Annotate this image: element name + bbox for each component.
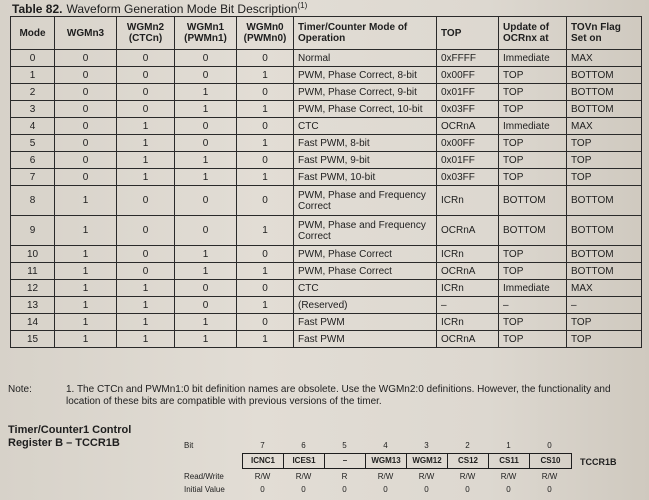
bit-rw: R/W: [377, 472, 394, 481]
cell-operation: (Reserved): [294, 297, 437, 314]
cell-update: Immediate: [499, 280, 567, 297]
column-header-line2: Set on: [571, 33, 602, 44]
cell-wgm3: 1: [55, 246, 117, 263]
table-row: [11, 246, 642, 263]
cell-wgm3: 1: [55, 216, 117, 246]
register-section-title: [8, 424, 131, 450]
cell-wgm3: 0: [55, 135, 117, 152]
register-name: TCCR1B: [580, 457, 617, 467]
cell-operation: PWM, Phase Correct, 9-bit: [294, 84, 437, 101]
cell-update: TOP: [499, 314, 567, 331]
cell-mode: 7: [11, 169, 55, 186]
cell-mode: 11: [11, 263, 55, 280]
bit-number: 6: [301, 441, 306, 450]
cell-operation: PWM, Phase Correct, 8-bit: [294, 67, 437, 84]
cell-operation: PWM, Phase Correct, 10-bit: [294, 101, 437, 118]
bit-initial-value: 0: [260, 485, 265, 494]
cell-top: OCRnA: [437, 263, 499, 280]
cell-wgm1: 1: [175, 84, 237, 101]
cell-wgm1: 1: [175, 263, 237, 280]
cell-wgm2: 0: [117, 67, 175, 84]
cell-operation: CTC: [294, 280, 437, 297]
column-header-line1: Timer/Counter Mode of: [298, 22, 408, 33]
table-row: [11, 216, 642, 246]
operation-line2: Correct: [298, 230, 331, 242]
table-row: [11, 152, 642, 169]
cell-top: OCRnA: [437, 216, 499, 246]
bit-name-cell: ICES1: [284, 454, 325, 468]
bit-number: 2: [465, 441, 470, 450]
column-header-operation: [294, 17, 437, 50]
cell-tov: TOP: [567, 314, 642, 331]
cell-update: Immediate: [499, 118, 567, 135]
table-number: Table 82.: [12, 2, 63, 16]
operation-line1: PWM, Phase and Frequency: [298, 189, 426, 201]
cell-mode: 0: [11, 50, 55, 67]
cell-update: TOP: [499, 135, 567, 152]
cell-update: Immediate: [499, 50, 567, 67]
cell-top: 0x01FF: [437, 84, 499, 101]
cell-top: 0x00FF: [437, 135, 499, 152]
table-title-text: Waveform Generation Mode Bit Description: [66, 2, 298, 16]
cell-wgm1: 0: [175, 67, 237, 84]
cell-wgm0: 1: [237, 297, 294, 314]
cell-wgm0: 1: [237, 263, 294, 280]
table-row: [11, 297, 642, 314]
cell-update: –: [499, 297, 567, 314]
column-header-wgm3: [55, 17, 117, 50]
cell-tov: MAX: [567, 118, 642, 135]
bit-name-cell: WGM13: [366, 454, 407, 468]
cell-mode: 10: [11, 246, 55, 263]
cell-wgm2: 1: [117, 314, 175, 331]
cell-tov: MAX: [567, 280, 642, 297]
column-header-line1: WGMn3: [66, 27, 105, 39]
column-header-line2: (PWMn0): [243, 33, 287, 44]
column-header-wgm2: [117, 17, 175, 50]
cell-top: 0x03FF: [437, 101, 499, 118]
column-header-mode: [11, 17, 55, 50]
cell-wgm0: 1: [237, 331, 294, 348]
cell-tov: –: [567, 297, 642, 314]
init-row-label: Initial Value: [184, 485, 225, 494]
cell-wgm1: 1: [175, 246, 237, 263]
cell-wgm1: 0: [175, 135, 237, 152]
column-header-line1: Mode: [19, 27, 46, 39]
cell-wgm0: 0: [237, 84, 294, 101]
bit-rw: R/W: [459, 472, 476, 481]
cell-update: TOP: [499, 263, 567, 280]
cell-mode: 5: [11, 135, 55, 152]
cell-mode: 12: [11, 280, 55, 297]
cell-wgm3: 1: [55, 331, 117, 348]
cell-wgm3: 0: [55, 169, 117, 186]
table-row: [11, 280, 642, 297]
cell-wgm0: 0: [237, 280, 294, 297]
bit-rw: R/W: [254, 472, 271, 481]
cell-wgm3: 1: [55, 280, 117, 297]
cell-wgm2: 0: [117, 216, 175, 246]
table-row: [11, 314, 642, 331]
cell-update: TOP: [499, 101, 567, 118]
cell-operation: CTC: [294, 118, 437, 135]
column-header-wgm1: [175, 17, 237, 50]
column-header-line1: WGMn0: [246, 22, 284, 33]
bit-rw: R/W: [295, 472, 312, 481]
column-header-tov: [567, 17, 642, 50]
column-header-line2: OCRnx at: [503, 33, 549, 44]
cell-wgm0: 1: [237, 216, 294, 246]
bit-number: 5: [342, 441, 347, 450]
cell-mode: 1: [11, 67, 55, 84]
table-row: [11, 84, 642, 101]
cell-wgm3: 1: [55, 314, 117, 331]
cell-wgm0: 1: [237, 101, 294, 118]
cell-wgm2: 1: [117, 118, 175, 135]
cell-top: OCRnA: [437, 331, 499, 348]
table-header-row: [11, 17, 642, 50]
cell-wgm2: 0: [117, 50, 175, 67]
cell-mode: 9: [11, 216, 55, 246]
cell-tov: BOTTOM: [567, 101, 642, 118]
bit-number: 3: [424, 441, 429, 450]
bit-name-cell: ICNC1: [243, 454, 284, 468]
bit-name-cell: CS10: [540, 456, 561, 465]
cell-tov: BOTTOM: [567, 246, 642, 263]
cell-wgm2: 0: [117, 84, 175, 101]
cell-top: ICRn: [437, 246, 499, 263]
cell-update: TOP: [499, 152, 567, 169]
column-header-update: [499, 17, 567, 50]
cell-top: ICRn: [437, 186, 499, 216]
table-row: [11, 186, 642, 216]
cell-top: –: [437, 297, 499, 314]
cell-operation: [294, 216, 437, 246]
cell-wgm3: 1: [55, 186, 117, 216]
bit-name-cell: CS12: [448, 454, 489, 468]
waveform-mode-table: [10, 16, 642, 348]
cell-wgm3: 0: [55, 50, 117, 67]
table-row: [11, 101, 642, 118]
column-header-line1: WGMn1: [186, 22, 225, 33]
bit-rw: R/W: [418, 472, 435, 481]
cell-wgm0: 0: [237, 50, 294, 67]
bit-initial-value: 0: [301, 485, 306, 494]
bit-initial-value: 0: [383, 485, 388, 494]
cell-wgm3: 1: [55, 297, 117, 314]
table-row: [11, 169, 642, 186]
cell-wgm3: 0: [55, 67, 117, 84]
operation-line2: Correct: [298, 200, 331, 212]
note-label: Note:: [8, 384, 32, 395]
table-row: [11, 50, 642, 67]
column-header-line1: TOVn Flag: [571, 22, 621, 33]
bit-rw: R/W: [541, 472, 558, 481]
bit-initial-value: 0: [465, 485, 470, 494]
bit-initial-value: 0: [506, 485, 511, 494]
cell-wgm3: 0: [55, 152, 117, 169]
cell-mode: 13: [11, 297, 55, 314]
bit-number: 1: [506, 441, 511, 450]
cell-mode: 6: [11, 152, 55, 169]
table-row: [11, 331, 642, 348]
cell-operation: Fast PWM: [294, 314, 437, 331]
cell-tov: TOP: [567, 135, 642, 152]
cell-wgm1: 1: [175, 101, 237, 118]
cell-operation: Normal: [294, 50, 437, 67]
cell-wgm0: 1: [237, 169, 294, 186]
cell-operation: Fast PWM: [294, 331, 437, 348]
cell-wgm2: 0: [117, 101, 175, 118]
bit-initial-value: 0: [342, 485, 347, 494]
cell-mode: 3: [11, 101, 55, 118]
table-body: [11, 50, 642, 348]
cell-update: TOP: [499, 331, 567, 348]
table-title: [12, 1, 307, 16]
cell-top: 0x03FF: [437, 169, 499, 186]
column-header-line2: (PWMn1): [184, 33, 227, 44]
cell-wgm1: 1: [175, 169, 237, 186]
bit-number: 7: [260, 441, 265, 450]
cell-operation: PWM, Phase Correct: [294, 263, 437, 280]
column-header-line1: TOP: [441, 27, 462, 39]
cell-wgm2: 0: [117, 246, 175, 263]
cell-wgm3: 0: [55, 84, 117, 101]
cell-wgm1: 0: [175, 118, 237, 135]
bit-number: 4: [383, 441, 388, 450]
cell-wgm1: 1: [175, 314, 237, 331]
bit-rw: R: [341, 472, 348, 481]
cell-update: BOTTOM: [499, 216, 567, 246]
cell-wgm1: 0: [175, 186, 237, 216]
cell-update: BOTTOM: [499, 186, 567, 216]
cell-update: TOP: [499, 67, 567, 84]
register-title-line2: Register B – TCCR1B: [8, 437, 120, 449]
cell-wgm2: 0: [117, 263, 175, 280]
cell-wgm0: 0: [237, 246, 294, 263]
cell-wgm2: 1: [117, 331, 175, 348]
cell-top: ICRn: [437, 280, 499, 297]
cell-tov: BOTTOM: [567, 263, 642, 280]
table-row: [11, 118, 642, 135]
cell-wgm2: 1: [117, 152, 175, 169]
cell-wgm3: 1: [55, 263, 117, 280]
cell-top: 0x01FF: [437, 152, 499, 169]
cell-wgm2: 1: [117, 169, 175, 186]
table-row: [11, 263, 642, 280]
cell-tov: TOP: [567, 152, 642, 169]
register-title-line1: Timer/Counter1 Control: [8, 424, 132, 436]
cell-top: 0xFFFF: [437, 50, 499, 67]
cell-wgm1: 0: [175, 50, 237, 67]
column-header-top: [437, 17, 499, 50]
cell-tov: MAX: [567, 50, 642, 67]
cell-update: TOP: [499, 84, 567, 101]
cell-wgm1: 1: [175, 152, 237, 169]
bit-rw: R/W: [500, 472, 517, 481]
cell-tov: TOP: [567, 169, 642, 186]
cell-wgm1: 0: [175, 280, 237, 297]
bit-initial-value: 0: [424, 485, 429, 494]
cell-operation: Fast PWM, 10-bit: [294, 169, 437, 186]
cell-wgm1: 0: [175, 216, 237, 246]
column-header-line2: (CTCn): [128, 33, 163, 44]
cell-wgm1: 1: [175, 331, 237, 348]
column-header-line2: Operation: [298, 33, 346, 44]
cell-operation: Fast PWM, 8-bit: [294, 135, 437, 152]
cell-top: OCRnA: [437, 118, 499, 135]
register-bit-box: [242, 453, 572, 469]
table-title-footnote: (1): [297, 1, 308, 10]
cell-wgm2: 0: [117, 186, 175, 216]
note-text: 1. The CTCn and PWMn1:0 bit definition names are obsolete. Use the WGMn2:0 definitions. However, the functionality and location of these bits are compatible with previous versions of the timer.: [66, 384, 611, 407]
cell-tov: TOP: [567, 331, 642, 348]
cell-wgm0: 1: [237, 135, 294, 152]
cell-tov: BOTTOM: [567, 186, 642, 216]
bit-name-cell: CS11: [489, 454, 530, 468]
rw-row-label: Read/Write: [184, 472, 224, 481]
table-row: [11, 135, 642, 152]
cell-update: TOP: [499, 169, 567, 186]
cell-mode: 15: [11, 331, 55, 348]
cell-wgm2: 1: [117, 280, 175, 297]
cell-mode: 2: [11, 84, 55, 101]
cell-wgm3: 0: [55, 118, 117, 135]
column-header-line1: WGMn2: [126, 22, 165, 33]
cell-wgm0: 0: [237, 314, 294, 331]
column-header-wgm0: [237, 17, 294, 50]
bit-name-cell: WGM12: [407, 454, 448, 468]
cell-wgm3: 0: [55, 101, 117, 118]
cell-tov: BOTTOM: [567, 84, 642, 101]
cell-wgm1: 0: [175, 297, 237, 314]
cell-wgm0: 1: [237, 67, 294, 84]
table-row: [11, 67, 642, 84]
cell-tov: BOTTOM: [567, 67, 642, 84]
cell-top: 0x00FF: [437, 67, 499, 84]
cell-mode: 14: [11, 314, 55, 331]
cell-wgm0: 0: [237, 118, 294, 135]
cell-mode: 4: [11, 118, 55, 135]
column-header-line1: Update of: [503, 22, 550, 33]
cell-wgm2: 1: [117, 135, 175, 152]
cell-mode: 8: [11, 186, 55, 216]
cell-operation: Fast PWM, 9-bit: [294, 152, 437, 169]
bit-name-cell: –: [325, 454, 366, 468]
bit-row-label: Bit: [184, 441, 194, 450]
cell-operation: [294, 186, 437, 216]
cell-top: ICRn: [437, 314, 499, 331]
cell-wgm2: 1: [117, 297, 175, 314]
cell-operation: PWM, Phase Correct: [294, 246, 437, 263]
cell-tov: BOTTOM: [567, 216, 642, 246]
bit-initial-value: 0: [547, 485, 552, 494]
operation-line1: PWM, Phase and Frequency: [298, 219, 426, 231]
bit-number: 0: [547, 441, 552, 450]
cell-update: TOP: [499, 246, 567, 263]
cell-wgm0: 0: [237, 152, 294, 169]
cell-wgm0: 0: [237, 186, 294, 216]
